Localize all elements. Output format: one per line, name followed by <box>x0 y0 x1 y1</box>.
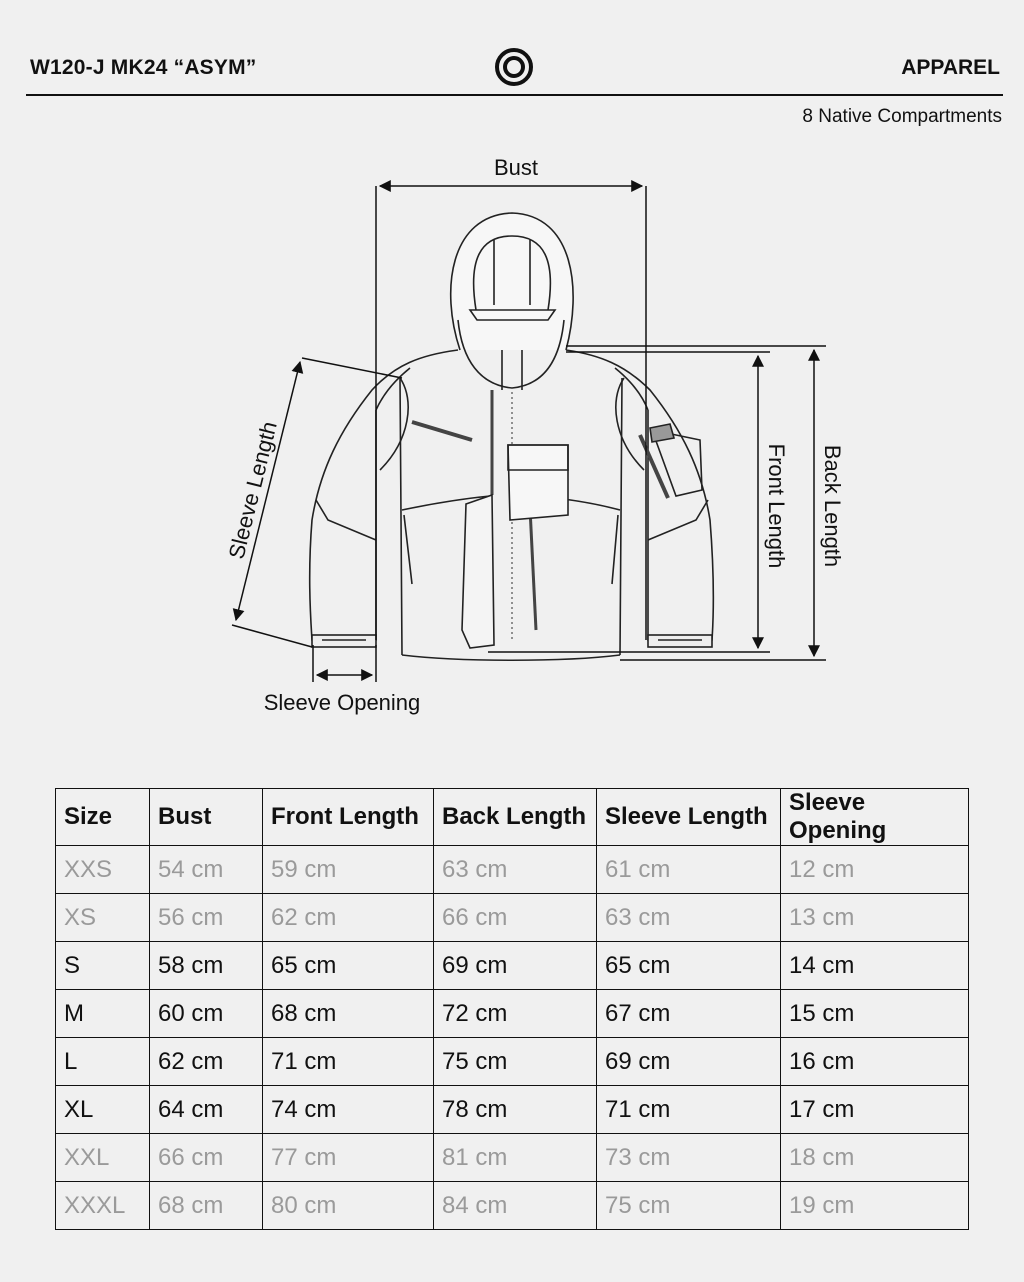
column-header: Front Length <box>263 789 434 846</box>
table-cell: S <box>56 942 150 990</box>
table-row <box>56 894 969 942</box>
table-cell: 75 cm <box>597 1182 781 1230</box>
table-row <box>56 1038 969 1086</box>
table-cell: 60 cm <box>150 990 263 1038</box>
table-row <box>56 990 969 1038</box>
table-cell: 14 cm <box>781 942 969 990</box>
table-cell: 77 cm <box>263 1134 434 1182</box>
table-cell: 71 cm <box>263 1038 434 1086</box>
table-row <box>56 1134 969 1182</box>
front-length-label: Front Length <box>764 443 789 569</box>
table-cell: 19 cm <box>781 1182 969 1230</box>
table-cell: 59 cm <box>263 846 434 894</box>
table-cell: 72 cm <box>434 990 597 1038</box>
bust-label: Bust <box>493 155 539 180</box>
table-cell: 69 cm <box>434 942 597 990</box>
table-cell: XXL <box>56 1134 150 1182</box>
column-header: Sleeve Opening <box>781 789 969 846</box>
table-cell: 81 cm <box>434 1134 597 1182</box>
table-cell: 73 cm <box>597 1134 781 1182</box>
table-cell: 80 cm <box>263 1182 434 1230</box>
jacket-illustration <box>310 213 714 660</box>
table-cell: 65 cm <box>263 942 434 990</box>
table-cell: XXXL <box>56 1182 150 1230</box>
table-cell: 64 cm <box>150 1086 263 1134</box>
table-header-row <box>56 789 969 846</box>
table-cell: 58 cm <box>150 942 263 990</box>
compartments-note: 8 Native Compartments <box>802 106 1002 127</box>
table-row <box>56 942 969 990</box>
table-cell: XS <box>56 894 150 942</box>
table-cell: 54 cm <box>150 846 263 894</box>
table-cell: 67 cm <box>597 990 781 1038</box>
column-header: Back Length <box>434 789 597 846</box>
table-cell: 16 cm <box>781 1038 969 1086</box>
table-cell: L <box>56 1038 150 1086</box>
table-cell: 68 cm <box>150 1182 263 1230</box>
table-cell: 15 cm <box>781 990 969 1038</box>
table-cell: 66 cm <box>150 1134 263 1182</box>
table-row <box>56 1086 969 1134</box>
table-cell: 12 cm <box>781 846 969 894</box>
column-header: Size <box>56 789 150 846</box>
column-header: Bust <box>150 789 263 846</box>
table-cell: 78 cm <box>434 1086 597 1134</box>
size-chart-table <box>55 788 969 1230</box>
table-cell: 61 cm <box>597 846 781 894</box>
table-cell: 62 cm <box>263 894 434 942</box>
header-divider <box>26 94 1003 96</box>
table-cell: 18 cm <box>781 1134 969 1182</box>
table-cell: 63 cm <box>597 894 781 942</box>
back-length-label: Back Length <box>820 444 845 568</box>
table-cell: 56 cm <box>150 894 263 942</box>
table-cell: XL <box>56 1086 150 1134</box>
table-cell: 17 cm <box>781 1086 969 1134</box>
table-cell: XXS <box>56 846 150 894</box>
table-cell: 69 cm <box>597 1038 781 1086</box>
table-cell: 74 cm <box>263 1086 434 1134</box>
table-cell: 65 cm <box>597 942 781 990</box>
table-cell: 84 cm <box>434 1182 597 1230</box>
table-cell: 68 cm <box>263 990 434 1038</box>
table-cell: 63 cm <box>434 846 597 894</box>
sleeve-opening-label: Sleeve Opening <box>263 690 421 715</box>
table-row <box>56 846 969 894</box>
category-label: APPAREL <box>901 56 1000 79</box>
target-circle-logo <box>494 47 534 87</box>
table-cell: 71 cm <box>597 1086 781 1134</box>
table-cell: 66 cm <box>434 894 597 942</box>
table-row <box>56 1182 969 1230</box>
product-code: W120-J MK24 “ASYM” <box>30 56 257 79</box>
table-cell: 62 cm <box>150 1038 263 1086</box>
jacket-measurement-diagram <box>0 140 1024 740</box>
sleeve-length-label: Sleeve Length <box>223 418 282 562</box>
column-header: Sleeve Length <box>597 789 781 846</box>
table-cell: 75 cm <box>434 1038 597 1086</box>
table-cell: 13 cm <box>781 894 969 942</box>
table-cell: M <box>56 990 150 1038</box>
